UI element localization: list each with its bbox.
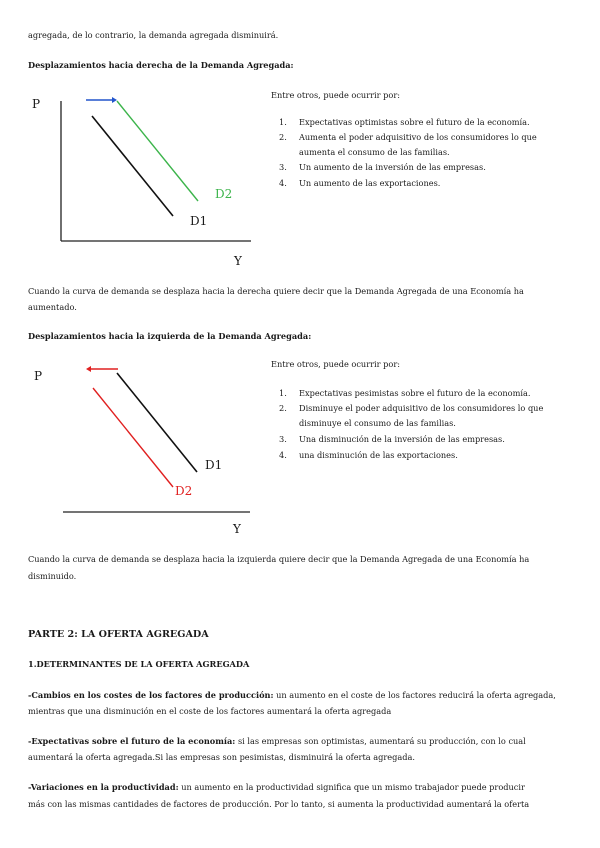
list-text: Un aumento de las exportaciones.	[299, 178, 441, 188]
top-line: agregada, de lo contrario, la demanda agregada disminuirá.	[28, 30, 279, 40]
conclusion-left-shift-line2: disminuido.	[28, 571, 77, 581]
list-number: 1.	[279, 117, 287, 127]
list-number: 3.	[279, 434, 287, 444]
part2-p1-bold: -Cambios en los costes de los factores de producción:	[28, 690, 274, 700]
list-text: Una disminución de la inversión de las empresas.	[299, 434, 505, 444]
graph2-d2-label: D2	[175, 484, 193, 498]
list-number: 4.	[279, 450, 287, 460]
conclusion-right-shift-line2: aumentado.	[28, 302, 77, 312]
part2-paragraph-2-line1	[28, 734, 526, 749]
graph2-d1-line	[117, 373, 197, 472]
intro-left-shift: Entre otros, puede ocurrir por:	[271, 359, 401, 369]
part2-p2-bold: -Expectativas sobre el futuro de la economía:	[28, 736, 236, 746]
list-number: 4.	[279, 178, 287, 188]
graph2-y-label: Y	[233, 522, 241, 536]
list-text: Disminuye el poder adquisitivo de los consumidores lo que disminuye el consumo de las familias.	[299, 403, 544, 428]
list-text: Aumenta el poder adquisitivo de los consumidores lo que aumenta el consumo de las familias.	[299, 132, 537, 157]
list-number: 2.	[279, 132, 287, 142]
graph1-d2-label: D2	[215, 187, 233, 201]
part2-p3-rest: un aumento en la productividad significa que un mismo trabajador puede producir	[178, 782, 525, 792]
graph1-p-label: P	[32, 97, 41, 111]
part2-p3-bold: -Variaciones en la productividad:	[28, 782, 179, 792]
list-number: 1.	[279, 388, 287, 398]
list-text: Un aumento de la inversión de las empresas.	[299, 162, 486, 172]
heading-left-shift: Desplazamientos hacia la izquierda de la Demanda Agregada:	[28, 331, 312, 341]
graph1-y-label: Y	[234, 254, 242, 268]
part2-p1-rest: un aumento en el coste de los factores reducirá la oferta agregada,	[273, 690, 556, 700]
part2-paragraph-3-line1	[28, 780, 525, 795]
graph1-shift-arrow-head	[112, 97, 117, 103]
part2-paragraph-1-line2: mientras que una disminución en el coste de los factores aumentará la oferta agregada	[28, 706, 392, 716]
graph2-shift-arrow-head	[86, 366, 91, 372]
part2-paragraph-3-line2: más con las mismas cantidades de factores de producción. Por lo tanto, si aumenta la productividad aumentará la oferta	[28, 799, 530, 809]
list-number: 2.	[279, 403, 287, 413]
graph2-d2-line	[93, 388, 173, 487]
part2-paragraph-2-line2: aumentará la oferta agregada.Si las empresas son pesimistas, disminuirá la oferta agregada.	[28, 752, 415, 762]
list-number: 3.	[279, 162, 287, 172]
graph2-d1-label: D1	[205, 458, 223, 472]
conclusion-right-shift-line1: Cuando la curva de demanda se desplaza hacia la derecha quiere decir que la Demanda Agregada de una Economía ha	[28, 286, 524, 296]
part2-subtitle: 1.DETERMINANTES DE LA OFERTA AGREGADA	[28, 659, 250, 669]
conclusion-left-shift-line1: Cuando la curva de demanda se desplaza hacia la izquierda quiere decir que la Demanda Agregada de una Economía ha	[28, 554, 530, 564]
graph1-d1-line	[92, 116, 173, 216]
part2-paragraph-1-line1	[28, 688, 556, 703]
graph1-d1-label: D1	[190, 214, 208, 228]
part2-p2-rest: si las empresas son optimistas, aumentará su producción, con lo cual	[235, 736, 526, 746]
intro-right-shift: Entre otros, puede ocurrir por:	[271, 90, 401, 100]
list-text: Expectativas optimistas sobre el futuro de la economía.	[299, 117, 530, 127]
graph1-d2-line	[117, 101, 198, 201]
part2-title: PARTE 2: LA OFERTA AGREGADA	[28, 629, 209, 640]
graph2-p-label: P	[34, 369, 43, 383]
heading-right-shift: Desplazamientos hacia derecha de la Demanda Agregada:	[28, 60, 294, 70]
list-text: Expectativas pesimistas sobre el futuro de la economía.	[299, 388, 531, 398]
list-text: una disminución de las exportaciones.	[299, 450, 458, 460]
